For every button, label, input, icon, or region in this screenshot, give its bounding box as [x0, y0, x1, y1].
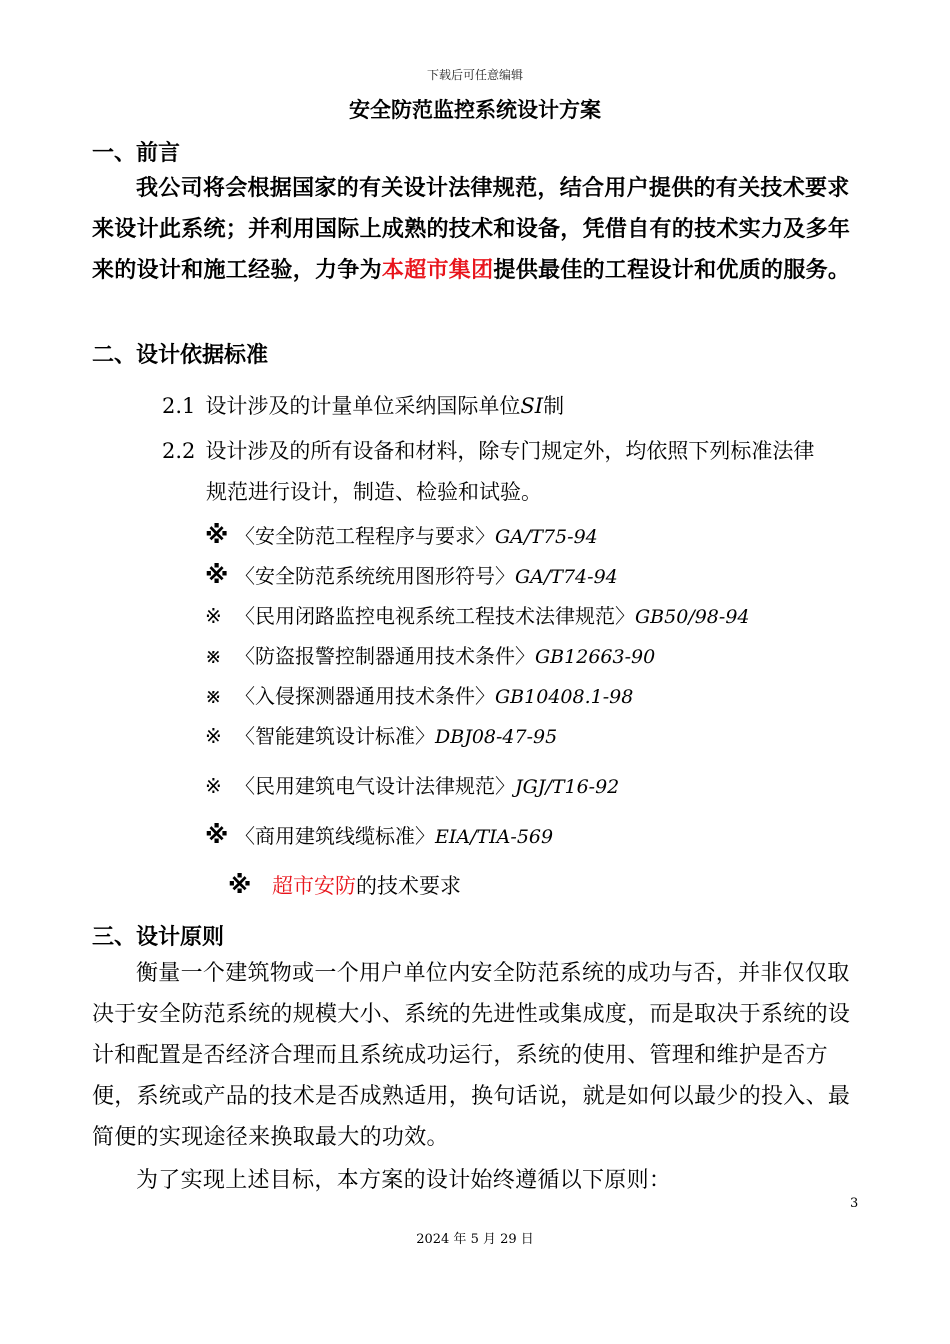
- reference-mark-icon: ※: [205, 644, 222, 668]
- item-2-1-number: 2.1: [162, 394, 196, 418]
- standard-name: 〈安全防范系统统用图形符号〉: [235, 564, 515, 588]
- reference-mark-icon: ※: [205, 724, 222, 748]
- reference-mark-icon: ※: [205, 521, 229, 549]
- standard-name: 〈民用闭路监控电视系统工程技术法律规范〉: [235, 604, 635, 628]
- standard-code: GB10408.1-98: [495, 686, 634, 708]
- reference-mark-icon: ※: [205, 561, 229, 589]
- standard-item: [205, 820, 553, 849]
- standard-name: 〈智能建筑设计标准〉: [235, 724, 435, 748]
- item-2-2: [162, 431, 862, 513]
- standard-name: 〈民用建筑电气设计法律规范〉: [235, 774, 515, 798]
- requirement-highlight: 超市安防: [272, 874, 356, 898]
- preface-paragraph: [92, 168, 867, 291]
- standard-item: [205, 770, 619, 799]
- item-2-2-line2: 规范进行设计，制造、检验和试验。: [206, 480, 542, 504]
- standard-name: 〈商用建筑线缆标准〉: [235, 824, 435, 848]
- preface-highlight: 本超市集团: [381, 258, 494, 283]
- footer-date: 2024 年 5 月 29 日: [416, 1232, 534, 1247]
- reference-mark-icon: ※: [228, 871, 252, 899]
- standard-code: GB12663-90: [535, 646, 656, 668]
- standard-name: 〈安全防范工程程序与要求〉: [235, 524, 495, 548]
- item-2-1-si: SI: [520, 394, 544, 418]
- reference-mark-icon: ※: [205, 821, 229, 849]
- standard-code: GA/T74-94: [515, 566, 618, 588]
- standard-item: [205, 520, 598, 549]
- preface-text: 我公司将会根据国家的有关设计法律规范，结合用户提供的有关技术要求来设计此系统；并利用国际上成熟的技术和设备，凭借自有的技术实力及多年来的设计和施工经验，力争为: [92, 176, 851, 283]
- item-2-2-number: 2.2: [162, 439, 196, 463]
- item-2-1: [162, 390, 862, 420]
- standard-item: [205, 600, 750, 629]
- standard-code: GA/T75-94: [495, 526, 598, 548]
- standard-code: JGJ/T16-92: [515, 776, 620, 798]
- reference-mark-icon: ※: [205, 774, 222, 798]
- reference-mark-icon: ※: [205, 684, 222, 708]
- standard-item: [205, 640, 655, 669]
- standard-code: EIA/TIA-569: [435, 826, 554, 848]
- standard-item: [205, 720, 557, 749]
- section-heading-standards: 二、设计依据标准: [92, 343, 269, 368]
- preface-text-end: 提供最佳的工程设计和优质的服务。: [493, 258, 851, 283]
- standard-item: [205, 560, 618, 589]
- standard-name: 〈入侵探测器通用技术条件〉: [235, 684, 495, 708]
- standard-name: 〈防盗报警控制器通用技术条件〉: [235, 644, 535, 668]
- section-heading-principles: 三、设计原则: [92, 925, 225, 950]
- principles-paragraph: 衡量一个建筑物或一个用户单位内安全防范系统的成功与否，并非仅仅取决于安全防范系统的规模大小、系统的先进性或集成度，而是取决于系统的设计和配置是否经济合理而且系统成功运行，系统的使用、管理和维护是否方便，系统或产品的技术是否成熟适用，换句话说，就是如何以最少的投入、最简便的实现途径来换取最大的功效。: [92, 961, 851, 1150]
- standard-item: [205, 680, 633, 709]
- header-note: 下载后可任意编辑: [426, 68, 523, 82]
- supermarket-requirement: [228, 870, 461, 900]
- document-title: 安全防范监控系统设计方案: [349, 98, 601, 122]
- requirement-text: 的技术要求: [356, 874, 461, 898]
- standard-code: DBJ08-47-95: [435, 726, 558, 748]
- item-2-1-end: 制: [543, 394, 565, 418]
- standard-code: GB50/98-94: [635, 606, 750, 628]
- item-2-1-text: 设计涉及的计量单位采纳国际单位: [205, 394, 521, 418]
- page-number: 3: [850, 1196, 859, 1211]
- section-heading-preface: 一、前言: [92, 141, 181, 166]
- item-2-2-line1: 设计涉及的所有设备和材料，除专门规定外，均依照下列标准法律: [205, 439, 815, 463]
- principles-intro: 为了实现上述目标，本方案的设计始终遵循以下原则：: [136, 1168, 672, 1193]
- reference-mark-icon: ※: [205, 604, 222, 628]
